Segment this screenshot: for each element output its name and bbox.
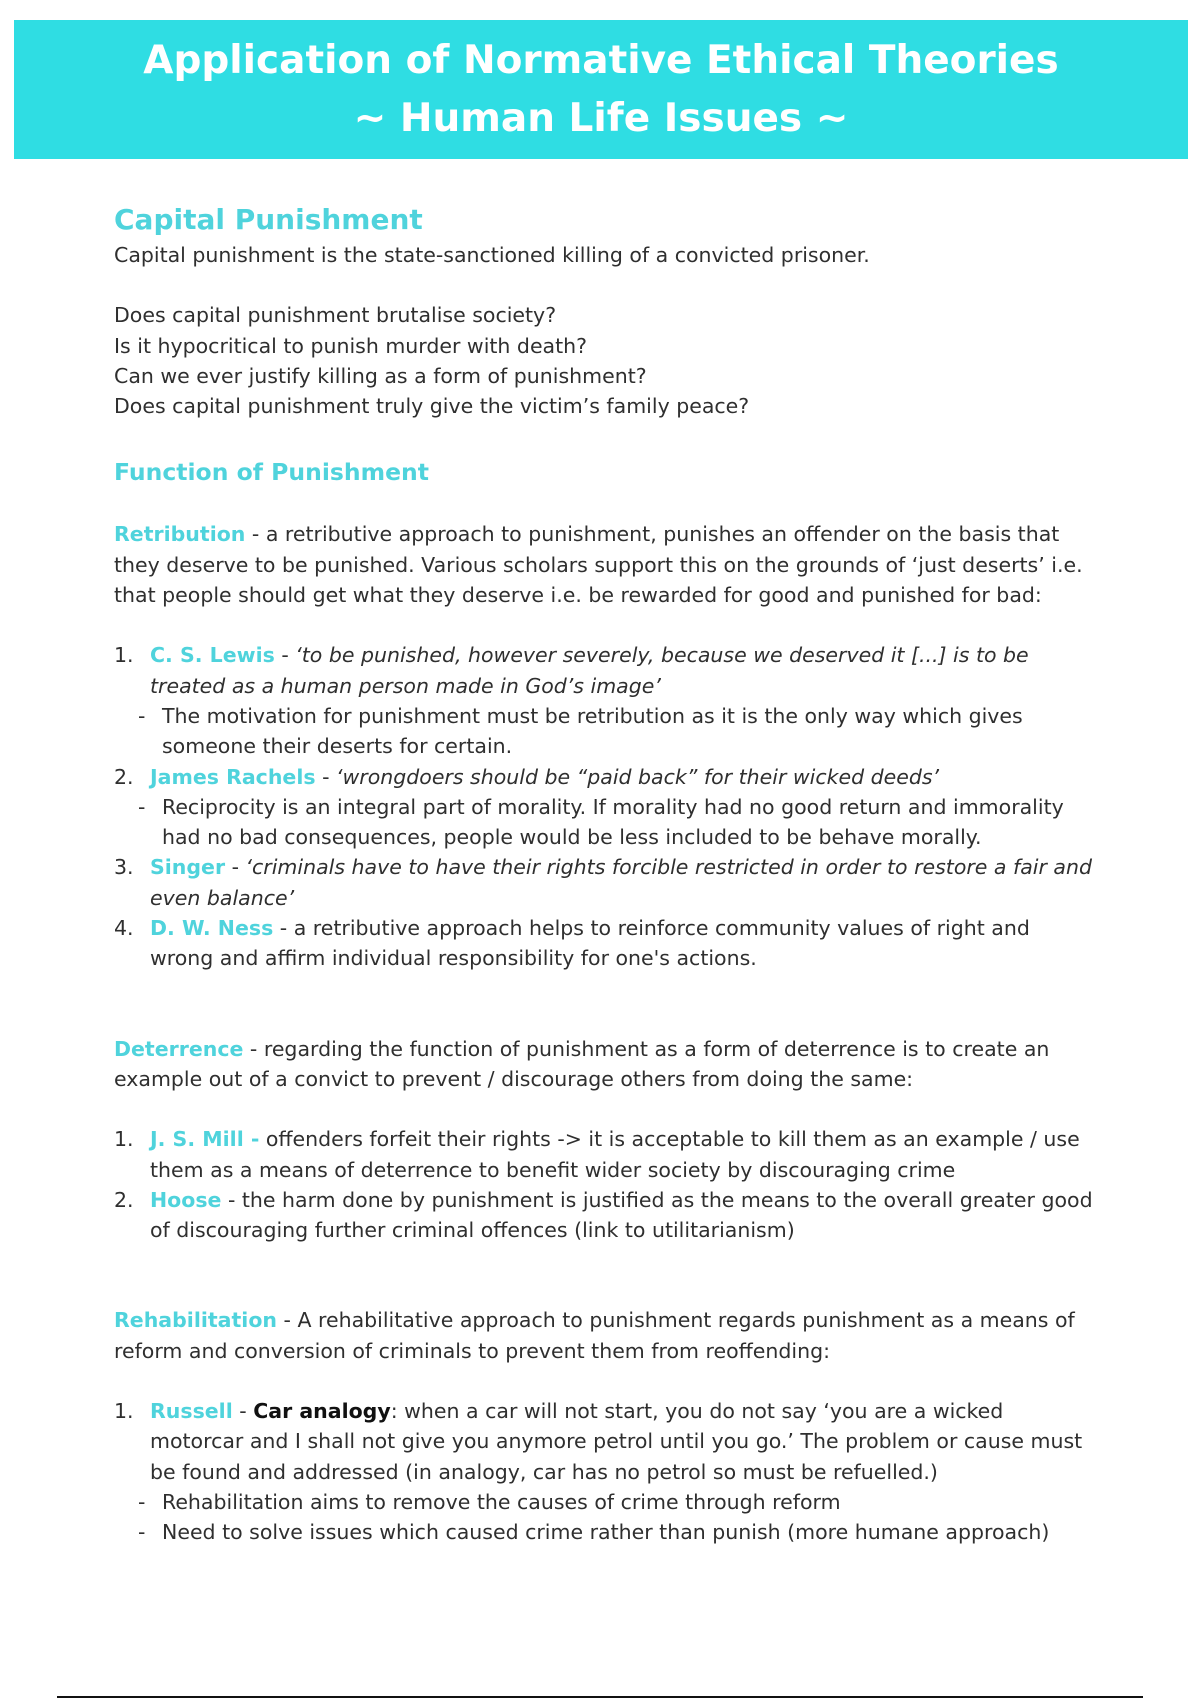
retribution-list bbox=[114, 762, 1094, 792]
list-number: 3. bbox=[114, 855, 134, 880]
scholar-name: J. S. Mill - bbox=[150, 1127, 260, 1152]
spacer bbox=[114, 1245, 1094, 1305]
dash-bullet: - bbox=[138, 1520, 146, 1545]
scholar-quote: ‘to be punished, however severely, because we deserved it [...] is to be treated as a human person made in God’s image’ bbox=[150, 643, 1029, 698]
retribution-term: Retribution bbox=[114, 522, 246, 547]
analogy-label: Car analogy bbox=[253, 1399, 391, 1424]
title-banner bbox=[14, 20, 1188, 159]
dash-bullet: - bbox=[138, 794, 146, 819]
section-title-function-of-punishment: Function of Punishment bbox=[114, 458, 430, 487]
scholar-text: : when a car will not start, you do not say ‘you are a wicked motorcar and I shall not give you anymore petrol until you go.’ The problem or cause must be found and addressed (in analogy, car has no petrol so must be refuelled.) bbox=[150, 1399, 1083, 1484]
question: Is it hypocritical to punish murder with death? bbox=[114, 333, 588, 358]
document-body bbox=[114, 200, 1094, 1548]
title-line-2: ~ Human Life Issues ~ bbox=[353, 95, 849, 141]
retribution-paragraph bbox=[114, 519, 1094, 610]
list-number: 2. bbox=[114, 1187, 134, 1212]
rehabilitation-desc: - A rehabilitative approach to punishment regards punishment as a means of reform and conversion of criminals to prevent them from reoffending: bbox=[114, 1308, 1075, 1363]
section-title-capital-punishment: Capital Punishment bbox=[114, 203, 423, 236]
separator: - bbox=[273, 916, 294, 941]
spacer bbox=[114, 610, 1094, 640]
sub-item bbox=[114, 1517, 1094, 1547]
dash-bullet: - bbox=[138, 703, 146, 728]
list-item bbox=[114, 1396, 1094, 1487]
separator: - bbox=[274, 643, 296, 668]
separator: - bbox=[225, 855, 246, 880]
separator: - bbox=[315, 764, 336, 789]
rehabilitation-list bbox=[114, 1396, 1094, 1487]
spacer bbox=[114, 974, 1094, 1034]
retribution-list bbox=[114, 852, 1094, 973]
list-number: 1. bbox=[114, 1127, 134, 1152]
question: Does capital punishment truly give the victim’s family peace? bbox=[114, 394, 750, 419]
spacer bbox=[114, 270, 1094, 300]
sub-item bbox=[114, 792, 1094, 853]
bottom-divider bbox=[57, 1696, 1143, 1698]
list-number: 1. bbox=[114, 1399, 134, 1424]
list-number: 4. bbox=[114, 916, 134, 941]
sub-item-text: Reciprocity is an integral part of morality. If morality had no good return and immorality had no bad consequences, people would be less included to be behave morally. bbox=[162, 794, 1064, 850]
sub-item bbox=[114, 1487, 1094, 1517]
retribution-desc: - a retributive approach to punishment, punishes an offender on the basis that they deserve to be punished. Various scholars support this on the grounds of ‘just deserts’ i.e. that people should get what they deserve i.e. be rewarded for good and punished for bad: bbox=[114, 522, 1083, 608]
capital-definition: Capital punishment is the state-sanctioned killing of a convicted prisoner. bbox=[114, 243, 870, 267]
list-number: 2. bbox=[114, 764, 134, 789]
question: Can we ever justify killing as a form of punishment? bbox=[114, 363, 647, 388]
spacer bbox=[114, 1094, 1094, 1124]
scholar-text: offenders forfeit their rights -> it is acceptable to kill them as an example / use them as a means of deterrence to benefit wider society by discouraging crime bbox=[150, 1127, 1080, 1182]
sub-item bbox=[114, 701, 1094, 762]
rehabilitation-paragraph bbox=[114, 1305, 1094, 1366]
rehabilitation-term: Rehabilitation bbox=[114, 1308, 278, 1333]
retribution-list bbox=[114, 640, 1094, 701]
list-item bbox=[114, 913, 1094, 974]
scholar-text: a retributive approach helps to reinforce community values of right and wrong and affirm individual responsibility for one's actions. bbox=[150, 916, 1030, 971]
scholar-quote: ‘criminals have to have their rights forcible restricted in order to restore a fair and even balance’ bbox=[150, 855, 1093, 910]
question: Does capital punishment brutalise society? bbox=[114, 303, 557, 328]
scholar-name: Russell bbox=[150, 1399, 233, 1424]
deterrence-desc: - regarding the function of punishment as a form of deterrence is to create an example out of a convict to prevent / discourage others from doing the same: bbox=[114, 1036, 1050, 1091]
scholar-name: C. S. Lewis bbox=[150, 643, 275, 668]
scholar-name: D. W. Ness bbox=[150, 916, 274, 941]
deterrence-term: Deterrence bbox=[114, 1036, 244, 1061]
sub-list bbox=[114, 1487, 1094, 1548]
sub-item-text: The motivation for punishment must be retribution as it is the only way which gives someone their deserts for certain. bbox=[162, 703, 1023, 759]
list-item bbox=[114, 1185, 1094, 1246]
deterrence-list bbox=[114, 1124, 1094, 1245]
spacer bbox=[114, 1366, 1094, 1396]
scholar-name: James Rachels bbox=[150, 764, 316, 789]
scholar-text: - the harm done by punishment is justified as the means to the overall greater good of discouraging further criminal offences (link to utilitarianism) bbox=[150, 1187, 1093, 1243]
separator: - bbox=[232, 1399, 254, 1424]
scholar-quote: ‘wrongdoers should be “paid back” for their wicked deeds’ bbox=[336, 764, 940, 789]
sub-item-text: Need to solve issues which caused crime rather than punish (more humane approach) bbox=[162, 1520, 1050, 1545]
scholar-name: Hoose bbox=[150, 1187, 222, 1212]
dash-bullet: - bbox=[138, 1489, 146, 1514]
scholar-name: Singer bbox=[150, 855, 226, 880]
list-item bbox=[114, 1124, 1094, 1185]
sub-list bbox=[114, 792, 1094, 853]
list-item bbox=[114, 852, 1094, 913]
sub-item-text: Rehabilitation aims to remove the causes of crime through reform bbox=[162, 1489, 841, 1514]
title-line-1: Application of Normative Ethical Theories bbox=[143, 37, 1059, 83]
list-item bbox=[114, 640, 1094, 701]
list-number: 1. bbox=[114, 643, 134, 668]
list-item bbox=[114, 762, 1094, 792]
sub-list bbox=[114, 701, 1094, 762]
deterrence-paragraph bbox=[114, 1034, 1094, 1095]
